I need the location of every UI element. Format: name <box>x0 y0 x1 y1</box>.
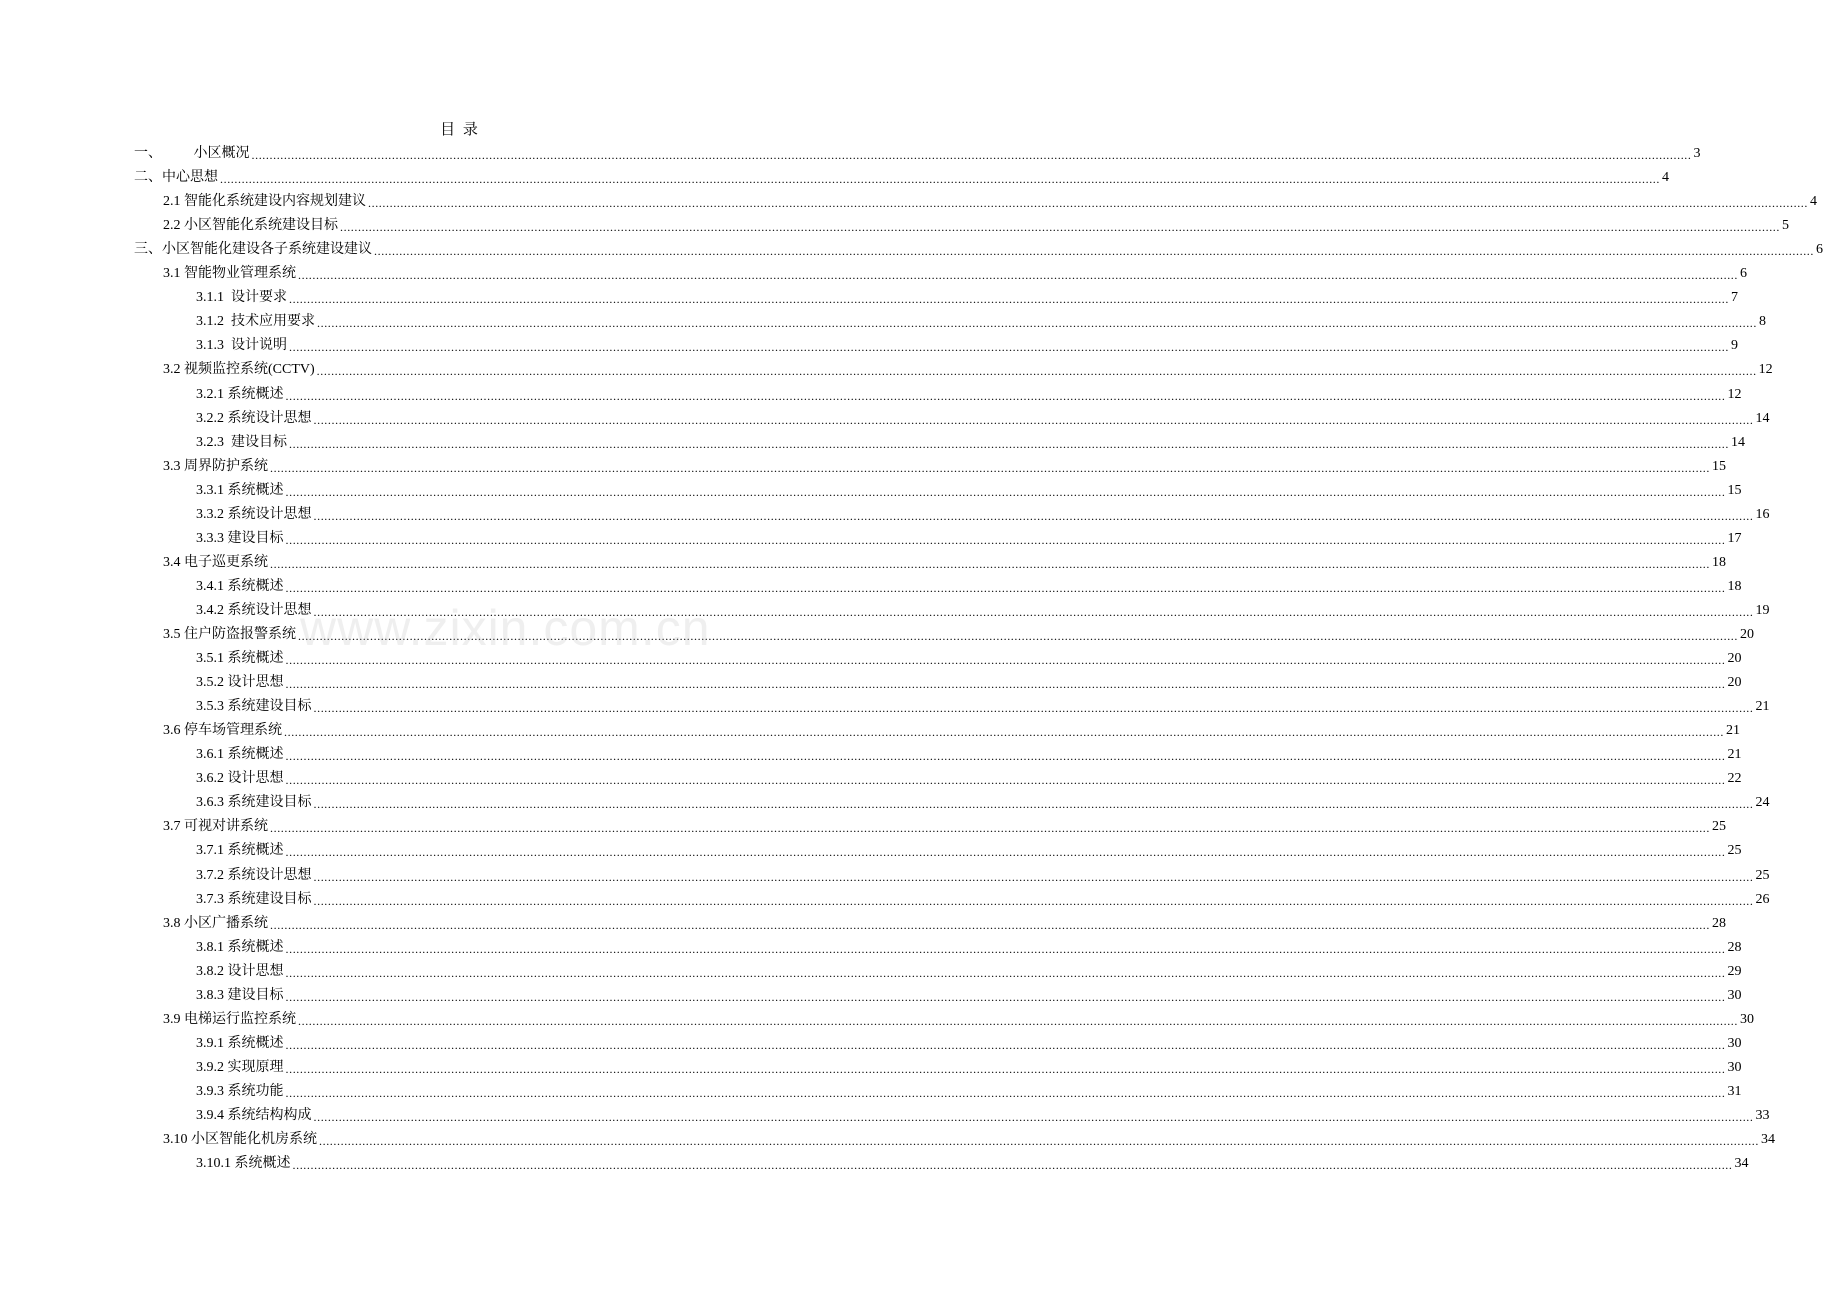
toc-entry[interactable] <box>196 529 1742 549</box>
toc-entry[interactable] <box>196 769 1742 789</box>
toc-leader-dots: ................................................................................................................................................................................................................................................................................................................................................................................................................ <box>313 1110 1754 1124</box>
toc-entry-label: 一、 小区概况 <box>134 146 250 161</box>
toc-entry-page: 20 <box>1727 675 1742 691</box>
toc-entry-label: 3.9 电梯运行监控系统 <box>163 1011 296 1027</box>
toc-entry[interactable] <box>196 1154 1749 1174</box>
watermark: www.zixin.com.cn <box>300 600 711 656</box>
toc-leader-dots: ................................................................................................................................................................................................................................................................................................................................................................................................................ <box>270 917 1710 932</box>
toc-entry-page: 28 <box>1727 939 1742 955</box>
toc-entry-label: 3.1.3 设计说明 <box>196 338 287 354</box>
toc-leader-dots: ................................................................................................................................................................................................................................................................................................................................................................................................................ <box>285 989 1726 1004</box>
toc-leader-dots: ................................................................................................................................................................................................................................................................................................................................................................................................................ <box>298 268 1738 283</box>
toc-entry[interactable] <box>196 409 1770 429</box>
toc-entry[interactable] <box>196 793 1770 813</box>
toc-leader-dots: ................................................................................................................................................................................................................................................................................................................................................................................................................ <box>285 1037 1726 1052</box>
toc-entry-page: 21 <box>1727 747 1742 763</box>
toc-entry-page: 25 <box>1755 867 1770 883</box>
toc-entry-label: 3.8.1 系统概述 <box>196 939 284 955</box>
toc-entry[interactable] <box>196 288 1738 308</box>
toc-entry-page: 6 <box>1740 266 1747 282</box>
toc-leader-dots: ................................................................................................................................................................................................................................................................................................................................................................................................................ <box>251 148 1692 162</box>
toc-entry-page: 29 <box>1727 963 1742 979</box>
toc-entry-page: 15 <box>1712 458 1726 474</box>
toc-leader-dots: ................................................................................................................................................................................................................................................................................................................................................................................................................ <box>285 388 1726 403</box>
toc-entry-label: 二、中心思想 <box>134 170 218 186</box>
toc-leader-dots: ................................................................................................................................................................................................................................................................................................................................................................................................................ <box>285 653 1726 668</box>
toc-entry-label: 3.8.2 设计思想 <box>196 963 284 979</box>
toc-entry-page: 18 <box>1712 554 1726 570</box>
toc-entry[interactable] <box>196 697 1770 717</box>
toc-leader-dots: ................................................................................................................................................................................................................................................................................................................................................................................................................ <box>368 196 1808 211</box>
toc-leader-dots: ................................................................................................................................................................................................................................................................................................................................................................................................................ <box>270 821 1710 836</box>
toc-leader-dots: ................................................................................................................................................................................................................................................................................................................................................................................................................ <box>313 412 1754 427</box>
toc-entry[interactable] <box>196 986 1742 1006</box>
toc-leader-dots: ................................................................................................................................................................................................................................................................................................................................................................................................................ <box>285 484 1726 499</box>
toc-entry[interactable] <box>196 505 1770 525</box>
toc-entry[interactable] <box>163 264 1747 284</box>
toc-entry-page: 16 <box>1755 506 1770 522</box>
toc-leader-dots: ................................................................................................................................................................................................................................................................................................................................................................................................................ <box>319 1134 1759 1149</box>
toc-entry-page: 12 <box>1727 386 1742 402</box>
toc-entry-label: 3.5.3 系统建设目标 <box>196 699 312 715</box>
toc-entry-label: 3.10 小区智能化机房系统 <box>163 1132 317 1148</box>
toc-entry-label: 3.2.1 系统概述 <box>196 386 284 402</box>
toc-leader-dots: ................................................................................................................................................................................................................................................................................................................................................................................................................ <box>313 797 1754 812</box>
toc-entry-label: 3.6.2 设计思想 <box>196 771 284 787</box>
toc-leader-dots: ................................................................................................................................................................................................................................................................................................................................................................................................................ <box>284 725 1724 740</box>
toc-entry-page: 21 <box>1755 699 1770 715</box>
toc-leader-dots: ................................................................................................................................................................................................................................................................................................................................................................................................................ <box>313 869 1754 884</box>
toc-entry[interactable] <box>196 577 1742 597</box>
toc-entry-page: 34 <box>1734 1156 1749 1172</box>
toc-entry-label: 3.2 视频监控系统(CCTV) <box>163 362 315 378</box>
toc-entry[interactable] <box>134 240 1823 260</box>
toc-entry-page: 14 <box>1731 434 1745 450</box>
toc-entry-page: 25 <box>1727 843 1742 859</box>
toc-entry[interactable] <box>196 433 1745 453</box>
toc-entry-label: 3.10.1 系统概述 <box>196 1156 291 1172</box>
toc-leader-dots: ................................................................................................................................................................................................................................................................................................................................................................................................................ <box>313 893 1754 908</box>
toc-entry-label: 三、小区智能化建设各子系统建设建议 <box>134 242 372 258</box>
toc-entry-label: 3.3.3 建设目标 <box>196 530 284 546</box>
toc-entry[interactable] <box>196 890 1770 910</box>
toc-entry[interactable] <box>196 1082 1742 1102</box>
toc-entry-label: 3.2.3 建设目标 <box>196 434 287 450</box>
toc-entry-label: 3.8.3 建设目标 <box>196 987 284 1003</box>
toc-entry[interactable] <box>196 745 1742 765</box>
toc-entry-page: 5 <box>1782 218 1789 234</box>
toc-entry-label: 3.9.4 系统结构构成 <box>196 1108 312 1123</box>
toc-entry-page: 30 <box>1727 987 1742 1003</box>
toc-entry-label: 2.1 智能化系统建设内容规划建议 <box>163 194 366 210</box>
toc-leader-dots: ................................................................................................................................................................................................................................................................................................................................................................................................................ <box>374 244 1814 259</box>
toc-entry-label: 3.6.1 系统概述 <box>196 747 284 763</box>
toc-entry-label: 3.2.2 系统设计思想 <box>196 410 312 426</box>
toc-entry[interactable] <box>163 192 1817 212</box>
toc-entry[interactable] <box>134 144 1701 164</box>
toc-leader-dots: ................................................................................................................................................................................................................................................................................................................................................................................................................ <box>285 941 1726 956</box>
toc-entry-label: 3.5.1 系统概述 <box>196 651 284 667</box>
toc-entry[interactable] <box>196 312 1766 332</box>
toc-entry-page: 31 <box>1727 1083 1742 1099</box>
toc-entry-page: 21 <box>1726 723 1740 739</box>
toc-leader-dots: ................................................................................................................................................................................................................................................................................................................................................................................................................ <box>285 532 1726 547</box>
toc-entry-page: 15 <box>1727 482 1742 498</box>
toc-entry-page: 17 <box>1727 530 1742 546</box>
toc-leader-dots: ................................................................................................................................................................................................................................................................................................................................................................................................................ <box>285 845 1726 860</box>
toc-entry-label: 3.9.3 系统功能 <box>196 1083 284 1099</box>
toc-entry[interactable] <box>196 962 1742 982</box>
toc-entry[interactable] <box>196 841 1742 861</box>
toc-entry[interactable] <box>196 336 1738 356</box>
toc-entry-page: 20 <box>1727 651 1742 667</box>
toc-entry-page: 25 <box>1712 819 1726 835</box>
toc-entry-label: 3.4 电子巡更系统 <box>163 554 268 570</box>
toc-leader-dots: ................................................................................................................................................................................................................................................................................................................................................................................................................ <box>270 460 1710 475</box>
toc-entry-label: 3.3 周界防护系统 <box>163 458 268 474</box>
toc-entry[interactable] <box>163 553 1726 573</box>
toc-entry-page: 9 <box>1731 338 1738 354</box>
toc-leader-dots: ................................................................................................................................................................................................................................................................................................................................................................................................................ <box>285 749 1726 764</box>
toc-leader-dots: ................................................................................................................................................................................................................................................................................................................................................................................................................ <box>270 556 1710 571</box>
toc-entry-page: 12 <box>1758 362 1773 378</box>
toc-leader-dots: ................................................................................................................................................................................................................................................................................................................................................................................................................ <box>298 629 1738 643</box>
toc-leader-dots: ................................................................................................................................................................................................................................................................................................................................................................................................................ <box>313 701 1754 716</box>
toc-leader-dots: ................................................................................................................................................................................................................................................................................................................................................................................................................ <box>316 364 1757 379</box>
toc-entry-page: 24 <box>1755 795 1770 811</box>
toc-leader-dots: ................................................................................................................................................................................................................................................................................................................................................................................................................ <box>285 580 1726 595</box>
toc-entry[interactable] <box>163 1010 1754 1030</box>
toc-entry-label: 3.9.2 实现原理 <box>196 1059 284 1075</box>
toc-title: 目 录 <box>440 122 480 138</box>
toc-entry-label: 3.6 停车场管理系统 <box>163 723 282 739</box>
toc-entry[interactable] <box>163 721 1740 741</box>
toc-entry[interactable] <box>163 914 1726 934</box>
toc-entry-page: 4 <box>1810 194 1817 210</box>
toc-entry-label: 3.8 小区广播系统 <box>163 915 268 931</box>
toc-entry-label: 3.5.2 设计思想 <box>196 675 284 691</box>
toc-entry-label: 3.9.1 系统概述 <box>196 1035 284 1051</box>
toc-entry-label: 3.4.1 系统概述 <box>196 578 284 594</box>
toc-leader-dots: ................................................................................................................................................................................................................................................................................................................................................................................................................ <box>220 172 1660 187</box>
toc-entry[interactable] <box>163 216 1789 236</box>
toc-leader-dots: ................................................................................................................................................................................................................................................................................................................................................................................................................ <box>285 773 1726 788</box>
toc-entry-page: 4 <box>1662 170 1669 186</box>
toc-entry-label: 3.1 智能物业管理系统 <box>163 266 296 282</box>
toc-leader-dots: ................................................................................................................................................................................................................................................................................................................................................................................................................ <box>285 965 1726 980</box>
toc-leader-dots: ................................................................................................................................................................................................................................................................................................................................................................................................................ <box>340 220 1780 235</box>
toc-entry-label: 3.4.2 系统设计思想 <box>196 602 312 618</box>
toc-entry[interactable] <box>196 385 1742 405</box>
toc-entry-page: 33 <box>1755 1108 1770 1123</box>
toc-entry[interactable] <box>196 866 1770 886</box>
toc-leader-dots: ................................................................................................................................................................................................................................................................................................................................................................................................................ <box>313 604 1754 619</box>
toc-entry[interactable] <box>163 360 1773 380</box>
toc-leader-dots: ................................................................................................................................................................................................................................................................................................................................................................................................................ <box>298 1013 1738 1028</box>
toc-entry-page: 30 <box>1727 1059 1742 1075</box>
toc-entry[interactable] <box>196 1058 1742 1078</box>
toc-entry-page: 8 <box>1759 314 1766 330</box>
toc-entry-page: 34 <box>1761 1132 1775 1148</box>
toc-entry-page: 20 <box>1740 627 1754 642</box>
toc-entry-page: 26 <box>1755 891 1770 907</box>
toc-entry-label: 3.6.3 系统建设目标 <box>196 795 312 811</box>
toc-entry-label: 3.1.1 设计要求 <box>196 290 287 306</box>
toc-entry[interactable] <box>134 168 1669 188</box>
toc-leader-dots: ................................................................................................................................................................................................................................................................................................................................................................................................................ <box>289 292 1729 307</box>
toc-entry[interactable] <box>196 938 1742 958</box>
toc-leader-dots: ................................................................................................................................................................................................................................................................................................................................................................................................................ <box>285 677 1726 692</box>
toc-entry-page: 30 <box>1727 1035 1742 1051</box>
toc-leader-dots: ................................................................................................................................................................................................................................................................................................................................................................................................................ <box>289 436 1729 451</box>
toc-entry-label: 3.7.1 系统概述 <box>196 843 284 859</box>
toc-entry-page: 7 <box>1731 290 1738 306</box>
toc-entry-label: 3.7 可视对讲系统 <box>163 819 268 835</box>
toc-entry-label: 3.3.2 系统设计思想 <box>196 506 312 522</box>
toc-entry[interactable] <box>163 817 1726 837</box>
toc-entry-label: 3.5 住户防盗报警系统 <box>163 627 296 642</box>
toc-leader-dots: ................................................................................................................................................................................................................................................................................................................................................................................................................ <box>313 508 1754 523</box>
toc-entry[interactable] <box>163 1130 1775 1150</box>
toc-entry[interactable] <box>196 1034 1742 1054</box>
toc-entry[interactable] <box>196 1106 1770 1126</box>
toc-entry-page: 6 <box>1816 242 1823 258</box>
toc-entry-page: 19 <box>1755 602 1770 618</box>
toc-entry-label: 3.3.1 系统概述 <box>196 482 284 498</box>
toc-entry-page: 3 <box>1693 146 1701 161</box>
toc-leader-dots: ................................................................................................................................................................................................................................................................................................................................................................................................................ <box>285 1061 1726 1076</box>
toc-entry[interactable] <box>163 457 1726 477</box>
toc-leader-dots: ................................................................................................................................................................................................................................................................................................................................................................................................................ <box>285 1085 1726 1100</box>
toc-entry-page: 28 <box>1712 915 1726 931</box>
toc-leader-dots: ................................................................................................................................................................................................................................................................................................................................................................................................................ <box>317 316 1757 331</box>
toc-entry-page: 22 <box>1727 771 1742 787</box>
toc-entry-label: 3.7.3 系统建设目标 <box>196 891 312 907</box>
toc-entry-page: 30 <box>1740 1011 1754 1027</box>
toc-leader-dots: ................................................................................................................................................................................................................................................................................................................................................................................................................ <box>289 340 1729 355</box>
toc-entry-page: 14 <box>1755 410 1770 426</box>
toc-entry-label: 3.7.2 系统设计思想 <box>196 867 312 883</box>
toc-entry-label: 3.1.2 技术应用要求 <box>196 314 315 330</box>
toc-entry-page: 18 <box>1727 578 1742 594</box>
toc-entry[interactable] <box>196 481 1742 501</box>
toc-entry[interactable] <box>196 673 1742 693</box>
toc-leader-dots: ................................................................................................................................................................................................................................................................................................................................................................................................................ <box>292 1158 1733 1173</box>
toc-entry-label: 2.2 小区智能化系统建设目标 <box>163 218 338 234</box>
